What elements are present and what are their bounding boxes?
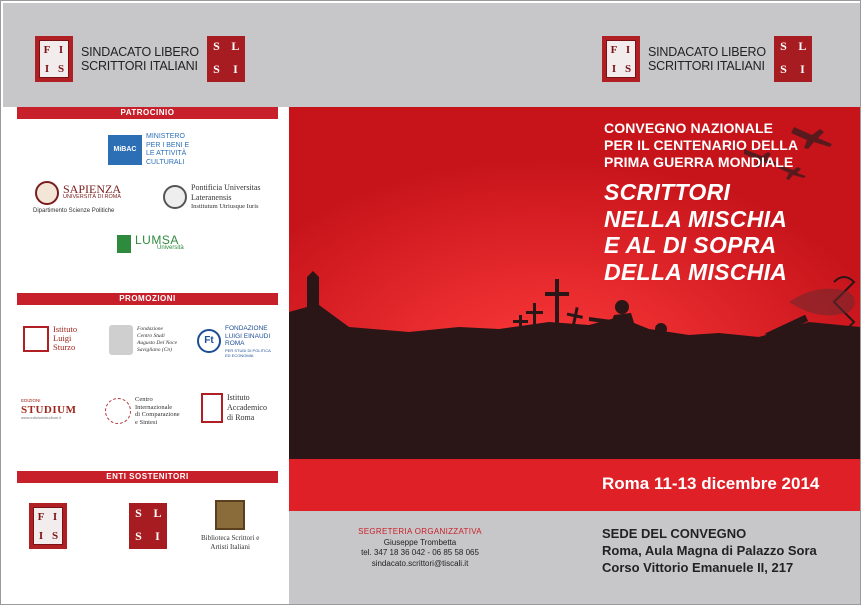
segreteria-name: Giuseppe Trombetta xyxy=(383,537,457,547)
accademico-logo: Istituto Accademico di Roma xyxy=(201,393,267,423)
sponsor-column xyxy=(3,107,289,604)
sturzo-icon xyxy=(23,326,49,352)
brand-right xyxy=(602,33,812,85)
lateran-logo: Pontificia Universitas Lateranensis Institutum Utriusque Iuris xyxy=(163,183,261,212)
poster-subtitle: CONVEGNO NAZIONALE PER IL CENTENARIO DELLA PRIMA GUERRA MONDIALE xyxy=(604,120,799,170)
sturzo-logo: Istituto Luigi Sturzo xyxy=(23,325,77,352)
mibac-logo: MiBAC MINISTERO PER I BENI E LE ATTIVITÀ CULTURALI xyxy=(108,133,189,167)
lateran-seal-icon xyxy=(163,185,187,209)
section-patrocinio: PATROCINIO xyxy=(17,107,278,119)
segreteria-title: SEGRETERIA ORGANIZZATIVA xyxy=(358,527,482,536)
centro-icon xyxy=(105,398,131,424)
sede-title: SEDE DEL CONVEGNO xyxy=(602,526,747,541)
section-promozioni: PROMOZIONI xyxy=(17,293,278,305)
delnoce-logo: Fondazione Centro Studi Augusto Del Noce Savigliano (Cn) xyxy=(109,325,177,355)
einaudi-icon: Ft xyxy=(197,329,221,353)
sapienza-dept: Dipartimento Scienze Politiche xyxy=(33,208,115,214)
segreteria-block xyxy=(337,527,503,569)
studium-logo: EDIZIONI STUDIUM www.edizionistudium.it xyxy=(21,398,77,420)
segreteria-email: sindacato.scrittori@tiscali.it xyxy=(371,558,469,568)
poster-title: SCRITTORI NELLA MISCHIA E AL DI SOPRA DELLA MISCHIA xyxy=(604,179,788,285)
lumsa-logo: LUMSA Università xyxy=(117,235,184,253)
sapienza-logo: SAPIENZA UNIVERSITÀ DI ROMA xyxy=(35,181,121,205)
brand-left xyxy=(35,33,245,85)
centro-comparazione-logo: Centro Internazionale di Comparazione e Sintesi xyxy=(105,396,180,426)
brand-name: SINDACATO LIBERO SCRITTORI ITALIANI xyxy=(81,45,199,73)
info-strip xyxy=(289,511,860,604)
biblioteca-logo: Biblioteca Scrittori e Artisti Italiani xyxy=(201,500,259,552)
fiis-seal-icon: F I I S xyxy=(35,36,73,82)
portrait-icon xyxy=(109,325,133,355)
brand-name: SINDACATO LIBERO SCRITTORI ITALIANI xyxy=(648,45,766,73)
fiis-seal-icon: F I I S xyxy=(29,503,67,549)
segreteria-phone: tel. 347 18 36 042 - 06 85 58 065 xyxy=(361,548,479,557)
header-band xyxy=(3,3,860,107)
sede-line1: Roma, Aula Magna di Palazzo Sora xyxy=(602,543,817,558)
event-dates: Roma 11-13 dicembre 2014 xyxy=(602,474,820,493)
slsi-logo xyxy=(129,503,167,549)
poster xyxy=(289,107,860,459)
sapienza-seal-icon xyxy=(35,181,59,205)
fiis-logo xyxy=(29,503,67,549)
slsi-seal-icon: S L S I xyxy=(207,36,245,82)
einaudi-logo: Ft FONDAZIONE LUIGI EINAUDI ROMA PER STUDI DI POLITICA ED ECONOMIA xyxy=(197,325,271,358)
dates-band xyxy=(289,459,860,511)
accademico-icon xyxy=(201,393,223,423)
lumsa-icon xyxy=(117,235,131,253)
sede-line2: Corso Vittorio Emanuele II, 217 xyxy=(602,560,794,575)
slsi-seal-icon: S L S I xyxy=(129,503,167,549)
section-enti-sostenitori: ENTI SOSTENITORI xyxy=(17,471,278,483)
slsi-seal-icon: S L S I xyxy=(774,36,812,82)
fiis-seal-icon: F I I S xyxy=(602,36,640,82)
books-icon xyxy=(215,500,245,530)
sede-block xyxy=(602,525,817,576)
mibac-icon: MiBAC xyxy=(108,135,142,165)
